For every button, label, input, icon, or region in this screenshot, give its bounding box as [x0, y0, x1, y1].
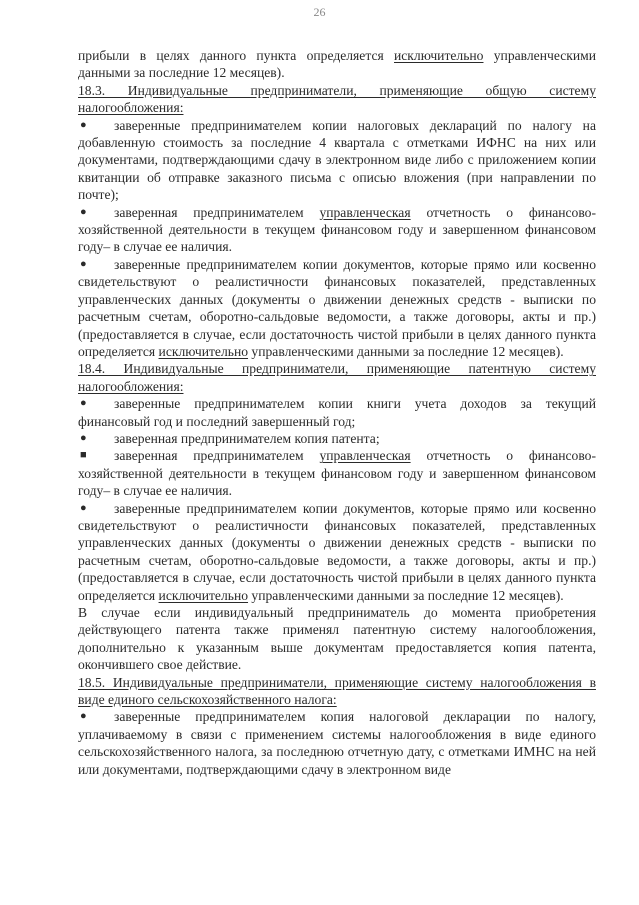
paragraph-text: отчетность о финансово-хозяйственной деятельности в текущем финансовом году и завершенном финансовом году– в случае ее наличия. [78, 204, 597, 255]
paragraph-text: управленческими данными за последние 12 месяцев). [248, 587, 564, 603]
paragraph-text: заверенная предпринимателем копия патента; [114, 430, 380, 446]
list-item [78, 708, 596, 778]
paragraph-text: заверенные предпринимателем копии документов, которые прямо или косвенно свидетельствуют о реалистичности финансовых показателей, представленных управленческих данных (документы о движении денежных средств - выписки по расчетным счетам, оборотно-сальдовые ведомости, а также договоры, акты и пр.) (предоставляется в случае, если достаточность чистой прибыли в целях данного пункта определяется [78, 256, 596, 359]
underlined-text: управленческая [319, 448, 411, 464]
underlined-text: 18.4. Индивидуальные предприниматели, применяющие патентную систему налогообложения: [78, 361, 596, 394]
underlined-text: 18.3. Индивидуальные предприниматели, применяющие общую систему налогообложения: [78, 82, 596, 116]
document-body [78, 47, 596, 778]
underlined-text: исключительно [158, 587, 249, 603]
list-item [78, 256, 596, 360]
bullet-icon: ● [80, 118, 87, 131]
underlined-text: исключительно [158, 343, 249, 359]
paragraph [78, 47, 596, 82]
bullet-icon: ■ [80, 449, 87, 462]
paragraph-text: В случае если индивидуальный предприниматель до момента приобретения действующего патента также применял патентную систему налогообложения, дополнительно к указанным выше документам предоставляется копия патента, окончившего свое действие. [78, 605, 596, 673]
list-item [78, 430, 596, 447]
list-item [78, 204, 596, 256]
section-heading [78, 360, 596, 395]
list-item [78, 117, 596, 204]
paragraph-text: прибыли в целях данного пункта определяется [78, 48, 394, 63]
paragraph-text: заверенная предпринимателем [114, 204, 320, 220]
bullet-icon: ● [80, 431, 87, 444]
paragraph [78, 604, 596, 674]
list-item [78, 395, 596, 430]
underlined-text: управленческая [319, 204, 411, 220]
paragraph-text: заверенные предпринимателем копии документов, которые прямо или косвенно свидетельствуют о реалистичности финансовых показателей, представленных управленческих данных (документы о движении денежных средств - выписки по расчетным счетам, оборотно-сальдовые ведомости, а также договоры, акты и пр.) (предоставляется в случае, если достаточность чистой прибыли в целях данного пункта определяется [78, 500, 596, 603]
list-item [78, 500, 596, 604]
section-heading [78, 82, 596, 117]
underlined-text: исключительно [394, 48, 484, 63]
paragraph-text: заверенные предпринимателем копии налоговых деклараций по налогу на добавленную стоимость за последние 4 квартала с отметками ИФНС на них или документами, подтверждающими сдачу в электронном виде либо с приложением копии квитанции об отправке заказного письма с описью вложения (при направлении по почте); [78, 117, 596, 203]
section-heading [78, 674, 596, 709]
paragraph-text: заверенные предпринимателем копия налоговой декларации по налогу, уплачиваемому в связи с применением системы налогообложения в виде единого сельскохозяйственного налога, за последнюю отчетную дату, с отметками ИМНС на ней или документами, подтверждающими сдачу в электронном виде [78, 709, 596, 777]
paragraph-text: управленческими данными за последние 12 месяцев). [78, 48, 596, 81]
paragraph-text: заверенная предпринимателем [114, 448, 320, 464]
bullet-icon: ● [80, 397, 87, 410]
paragraph-text: отчетность о финансово-хозяйственной деятельности в текущем финансовом году и завершенном финансовом году– в случае ее наличия. [78, 448, 597, 499]
list-item [78, 447, 596, 499]
bullet-icon: ● [80, 205, 87, 218]
bullet-icon: ● [80, 501, 87, 514]
bullet-icon: ● [80, 257, 87, 270]
bullet-icon: ● [80, 710, 87, 723]
underlined-text: 18.5. Индивидуальные предприниматели, применяющие систему налогообложения в виде единого сельскохозяйственного налога: [78, 674, 596, 708]
paragraph-text: управленческими данными за последние 12 месяцев). [248, 343, 564, 359]
paragraph-text: заверенные предпринимателем копии книги учета доходов за текущий финансовый год и последний завершенный год; [78, 396, 596, 429]
page-number: 26 [313, 5, 326, 19]
